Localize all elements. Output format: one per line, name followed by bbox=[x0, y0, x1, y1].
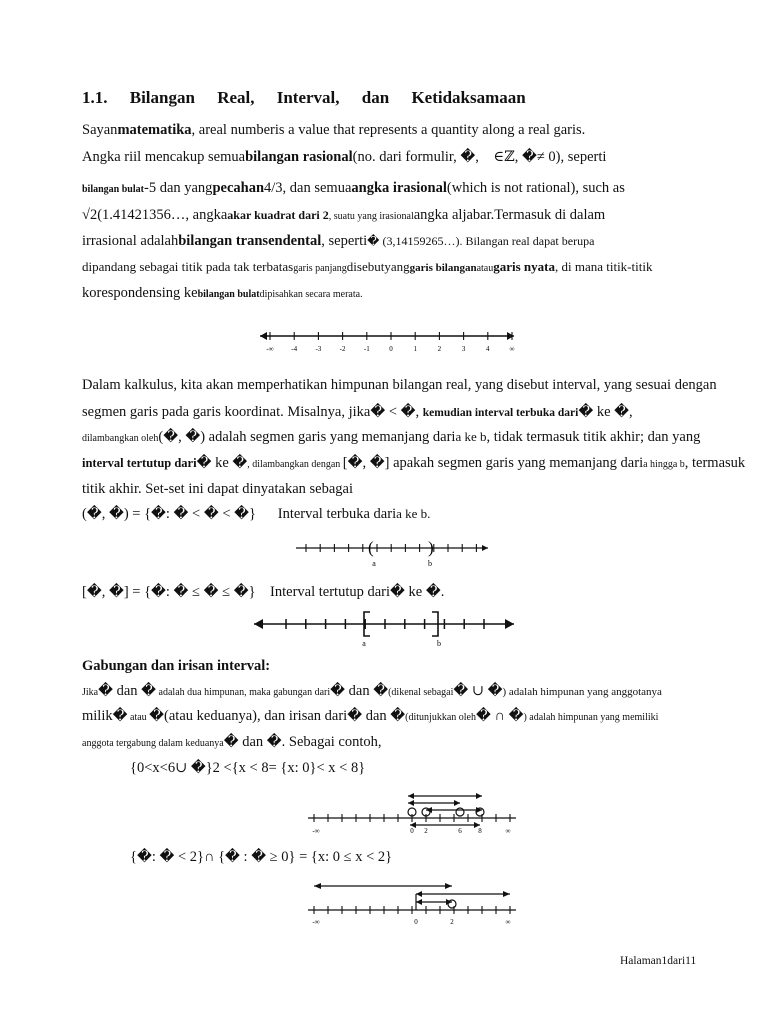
closed-interval-definition: [�, �] = {�: � ≤ � ≤ �} Interval tertutup dari� ke �. bbox=[82, 584, 445, 600]
para3-line1: Jika� dan � adalah dua himpunan, maka gabungan dari� dan �(dikenal sebagai� ∪ �) adalah himpunan yang anggotanya bbox=[82, 683, 662, 699]
number-line-union bbox=[304, 788, 520, 834]
tick-label: 0 bbox=[389, 345, 393, 353]
subheading-union-intersection: Gabungan dan irisan interval: bbox=[82, 658, 271, 674]
paren-open-a: ( bbox=[368, 538, 374, 557]
para2-line3: dilambangkan oleh(�, �) adalah segmen garis yang memanjang daria ke b, tidak termasuk titik akhir; dan yang bbox=[82, 429, 701, 445]
label-b: b bbox=[428, 559, 432, 568]
para1-line4: √2(1.41421356…, angkaakar kuadrat dari 2, suatu yang irasionalangka aljabar.Termasuk di dalam bbox=[82, 207, 606, 223]
para3-line2: milik� atau �(atau keduanya), dan irisan dari� dan �(ditunjukkan oleh� ∩ �) adalah himpunan yang memiliki bbox=[82, 708, 659, 724]
tick-label: 0 bbox=[410, 827, 414, 834]
tick-label: -∞ bbox=[312, 918, 320, 926]
tick-label: 4 bbox=[486, 345, 490, 353]
number-line-open-interval bbox=[294, 536, 492, 568]
para2-line5: titik akhir. Set-set ini dapat dinyatakan sebagai bbox=[82, 481, 353, 497]
tick-label: -1 bbox=[363, 345, 370, 353]
number-line-closed-interval bbox=[250, 608, 520, 648]
open-interval-definition: (�, �) = {�: � < � < �} Interval terbuka daria ke b. bbox=[82, 506, 431, 522]
label-a: a bbox=[372, 559, 376, 568]
number-line-integers bbox=[258, 326, 518, 356]
tick-label: 3 bbox=[461, 345, 466, 353]
para2-line2: segmen garis pada garis koordinat. Misalnya, jika� < �, kemudian interval terbuka dari� ke �, bbox=[82, 404, 633, 420]
para1-line1: Sayanmatematika, areal numberis a value that represents a quantity along a real garis. bbox=[82, 122, 586, 138]
label-b: b bbox=[437, 639, 441, 648]
para2-line4: interval tertutup dari� ke �, dilambangkan dengan [�, �] apakah segmen garis yang memanjang daria hingga b, termasuk bbox=[82, 455, 746, 471]
tick-label: 8 bbox=[478, 827, 482, 834]
tick-label: 0 bbox=[414, 918, 418, 926]
tick-label: 2 bbox=[450, 918, 454, 926]
label-a: a bbox=[362, 639, 366, 648]
intersection-example: {�: � < 2}∩ {� : � ≥ 0} = {x: 0 ≤ x < 2} bbox=[130, 849, 393, 865]
paren-close-b: ) bbox=[428, 538, 434, 557]
para1-line5: irrasional adalahbilangan transendental, seperti� (3,14159265…). Bilangan real dapat berupa bbox=[82, 233, 595, 249]
tick-label: 2 bbox=[424, 827, 428, 834]
number-line-intersection bbox=[304, 876, 520, 926]
tick-label: -4 bbox=[291, 345, 298, 353]
tick-label: ∞ bbox=[505, 827, 511, 834]
union-example: {0<x<6∪ �}2 <{x < 8= {x: 0}< x < 8} bbox=[130, 760, 366, 776]
tick-label: -3 bbox=[315, 345, 322, 353]
para1-line6: dipandang sebagai titik pada tak terbatasgaris panjangdisebutyanggaris bilanganataugaris nyata, di mana titik-titik bbox=[82, 259, 653, 274]
page-footer: Halaman1dari11 bbox=[620, 955, 697, 967]
para1-line7: korespondensing kebilangan bulatdipisahkan secara merata. bbox=[82, 285, 363, 301]
para1-line3: bilangan bulat-5 dan yangpecahan4/3, dan semuaangka irasional(which is not rational), such as bbox=[82, 180, 625, 196]
tick-label: 6 bbox=[458, 827, 462, 834]
section-heading: 1.1. Bilangan Real, Interval, dan Ketidaksamaan bbox=[82, 88, 526, 107]
open-interval-formula: (�, �) = {�: � < � < �} bbox=[82, 506, 256, 522]
tick-label: -2 bbox=[339, 345, 346, 353]
tick-label: -∞ bbox=[266, 345, 274, 353]
closed-interval-formula: [�, �] = {�: � ≤ � ≤ �} bbox=[82, 584, 256, 600]
para1-line2: Angka riil mencakup semuabilangan rasional(no. dari formulir, �, ∈ℤ, �≠ 0), seperti bbox=[82, 149, 607, 165]
tick-label: 1 bbox=[413, 345, 417, 353]
tick-label: ∞ bbox=[505, 918, 511, 926]
tick-label: ∞ bbox=[509, 345, 515, 353]
tick-label: -∞ bbox=[312, 827, 320, 834]
para3-line3: anggota tergabung dalam keduanya� dan �. Sebagai contoh, bbox=[82, 734, 382, 750]
para2-line1: Dalam kalkulus, kita akan memperhatikan himpunan bilangan real, yang disebut interval, yang sesuai dengan bbox=[82, 377, 717, 393]
tick-label: 2 bbox=[437, 345, 442, 353]
